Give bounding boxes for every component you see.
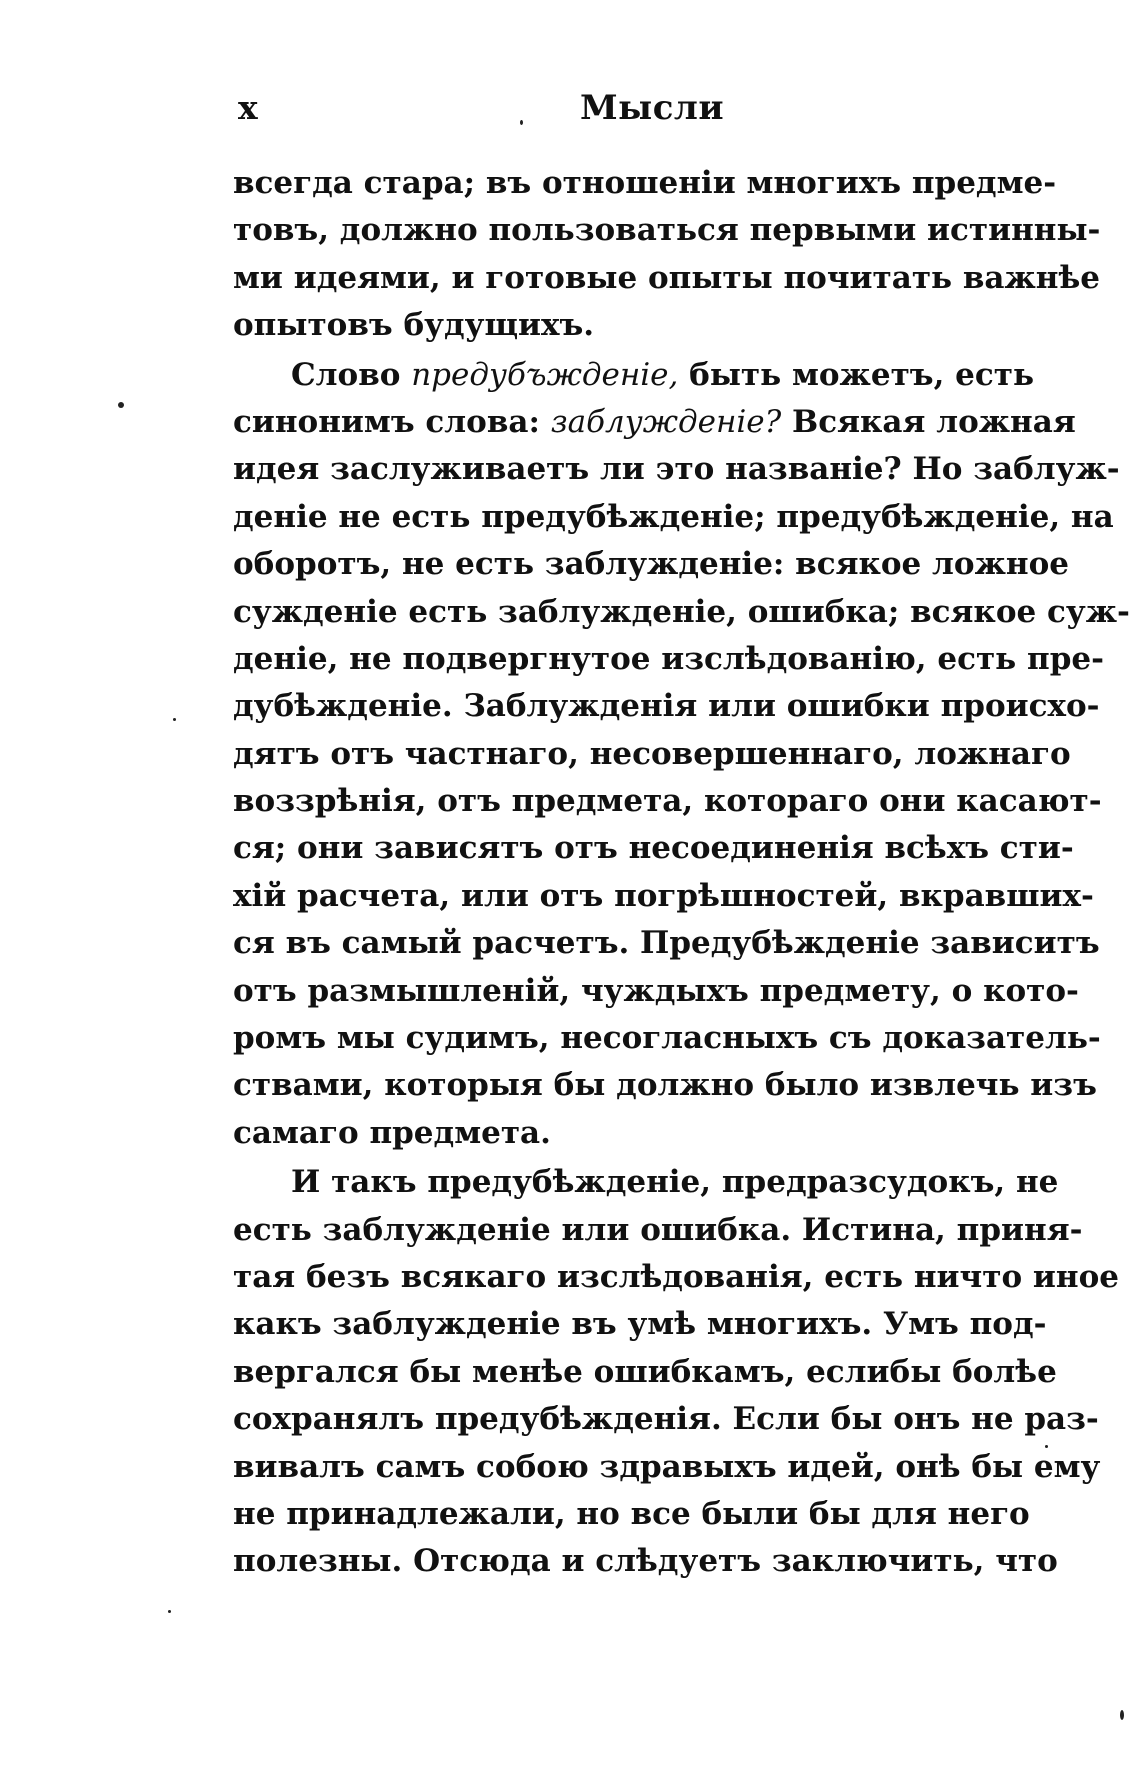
body-text bbox=[233, 160, 1130, 1586]
text-line: сужденіе есть заблужденіе, ошибка; всякое суж- bbox=[233, 593, 1130, 630]
text-line: полезны. Отсюда и слѣдуетъ заключить, что bbox=[233, 1543, 1058, 1580]
text-line: самаго предмета. bbox=[233, 1114, 551, 1151]
scan-speck bbox=[1120, 1710, 1124, 1720]
page-number: x bbox=[238, 88, 258, 127]
text-line: деніе не есть предубѣжденіе; предубѣжденіе, на bbox=[233, 498, 1114, 535]
text-run: синонимъ слова: bbox=[233, 403, 551, 440]
italic-term: предубъжденіе, bbox=[411, 356, 679, 393]
text-line: дятъ отъ частнаго, несовершеннаго, ложнаго bbox=[233, 735, 1071, 772]
text-line: отъ размышленій, чуждыхъ предмету, о кото- bbox=[233, 972, 1079, 1009]
text-line: оборотъ, не есть заблужденіе: всякое ложное bbox=[233, 546, 1069, 583]
scan-speck bbox=[520, 120, 523, 125]
page-header bbox=[230, 78, 1020, 138]
paragraph bbox=[233, 160, 1101, 350]
text-line: тая безъ всякаго изслѣдованія, есть ничто иное bbox=[233, 1258, 1119, 1295]
scan-speck bbox=[173, 718, 176, 721]
text-line: опытовъ будущихъ. bbox=[233, 307, 595, 344]
text-line: дубѣжденіе. Заблужденія или ошибки происхо- bbox=[233, 688, 1100, 725]
text-line: какъ заблужденіе въ умѣ многихъ. Умъ под- bbox=[233, 1306, 1047, 1343]
text-line: вивалъ самъ собою здравыхъ идей, онѣ бы ему bbox=[233, 1448, 1101, 1485]
text-line: всегда стара; въ отношеніи многихъ предме- bbox=[233, 165, 1057, 201]
paragraph bbox=[233, 1159, 1119, 1586]
text-line: ствами, которыя бы должно было извлечь изъ bbox=[233, 1067, 1097, 1104]
text-run: Всякая ложная bbox=[781, 403, 1076, 440]
running-title: Мысли bbox=[580, 88, 725, 128]
text-line bbox=[233, 352, 1034, 399]
text-line: идея заслуживаетъ ли это названіе? Но заблуж- bbox=[233, 451, 1120, 488]
text-line: товъ, должно пользоваться первыми истинны- bbox=[233, 212, 1101, 249]
text-line: сохранялъ предубѣжденія. Если бы онъ не раз- bbox=[233, 1401, 1099, 1438]
text-line: ся; они зависятъ отъ несоединенія всѣхъ сти- bbox=[233, 830, 1074, 867]
text-line: ми идеями, и готовые опыты почитать важнѣе bbox=[233, 259, 1101, 296]
text-line: не принадлежали, но все были бы для него bbox=[233, 1495, 1030, 1532]
text-line: ся въ самый расчетъ. Предубѣжденіе зависитъ bbox=[233, 925, 1100, 962]
text-run: быть можетъ, есть bbox=[678, 356, 1034, 393]
text-line: И такъ предубѣжденіе, предразсудокъ, не bbox=[291, 1164, 1059, 1201]
text-run: Слово bbox=[291, 356, 412, 393]
scan-speck bbox=[118, 402, 124, 408]
text-line: ромъ мы судимъ, несогласныхъ съ доказатель- bbox=[233, 1020, 1101, 1057]
text-line bbox=[233, 399, 1076, 446]
text-line: воззрѣнія, отъ предмета, котораго они касают- bbox=[233, 783, 1102, 820]
text-line: хій расчета, или отъ погрѣшностей, вкравших- bbox=[233, 877, 1094, 914]
italic-term: заблужденіе? bbox=[550, 403, 782, 440]
paragraph bbox=[233, 352, 1130, 1158]
text-line: есть заблужденіе или ошибка. Истина, приня- bbox=[233, 1211, 1083, 1248]
text-line: вергался бы менѣе ошибкамъ, еслибы болѣе bbox=[233, 1353, 1057, 1390]
scan-speck bbox=[168, 1610, 171, 1613]
text-line: деніе, не подвергнутое изслѣдованію, есть пре- bbox=[233, 640, 1104, 677]
scan-speck bbox=[1045, 1445, 1048, 1448]
